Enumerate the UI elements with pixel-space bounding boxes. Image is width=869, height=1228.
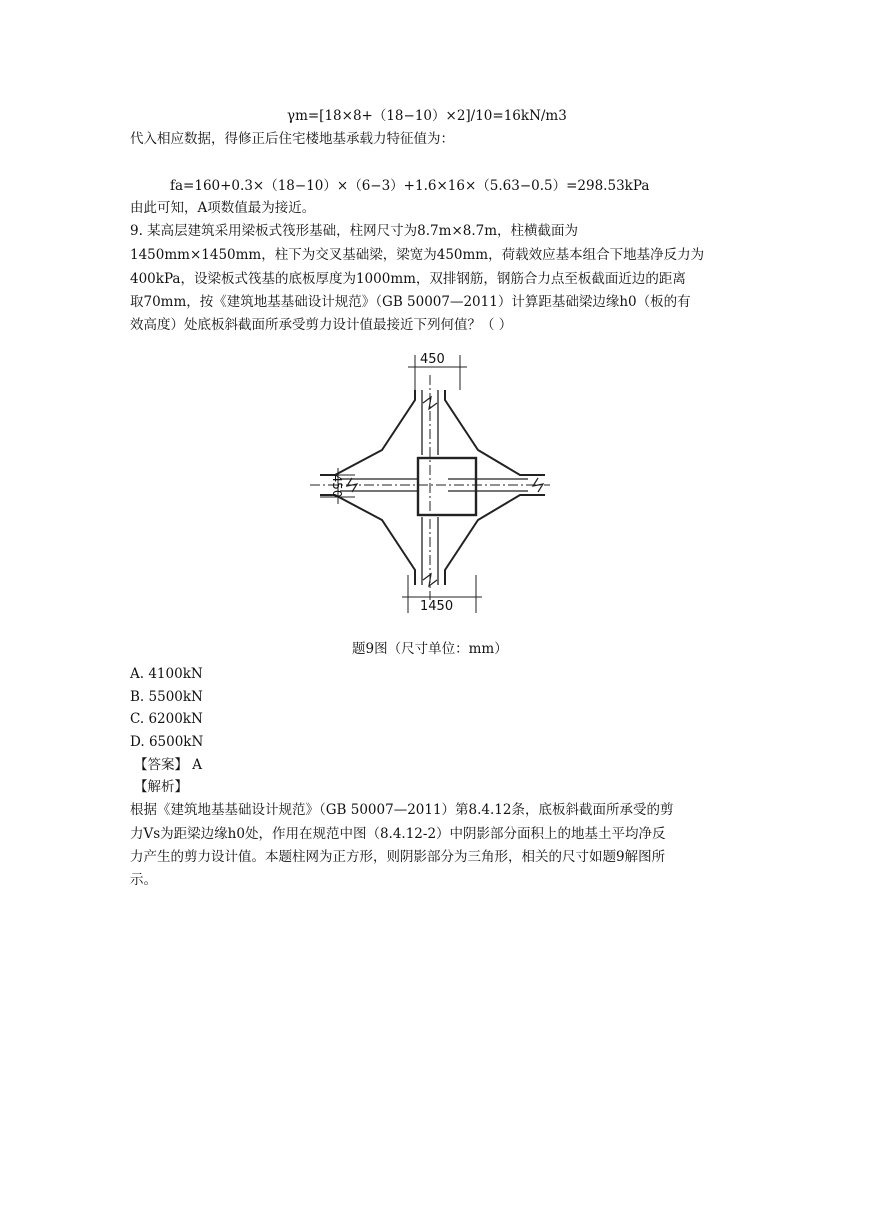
beam-outline-ne (445, 390, 545, 475)
answer-line (134, 756, 202, 774)
question-line-1: 9. 某高层建筑采用梁板式筏形基础，柱网尺寸为8.7m×8.7m，柱横截面为 (130, 223, 579, 239)
option-b (130, 688, 203, 706)
formula-gamma: γm=[18×8+（18−10）×2]/10=16kN/m3 (287, 108, 567, 124)
analysis-line-1: 根据《建筑地基基础设计规范》（GB 50007—2011）第8.4.12条，底板斜截面所承受的剪 (130, 802, 674, 818)
beam-outline-se (445, 495, 545, 585)
dim-left-label: 450 (330, 474, 344, 498)
analysis-label: 【解析】 (134, 779, 188, 795)
question-line-2: 1450mm×1450mm，柱下为交叉基础梁，梁宽为450mm，荷载效应基本组合下地基净反力为 (130, 247, 705, 263)
option-a-text: 4100kN (148, 666, 203, 682)
question-line-5: 效高度）处底板斜截面所承受剪力设计值最接近下列何值？（ ） (130, 317, 513, 333)
beam-outline-sw (320, 495, 415, 585)
option-d (130, 733, 203, 751)
option-d-text: 6500kN (148, 734, 204, 750)
question-line-3: 400kPa，设梁板式筏基的底板厚度为1000mm，双排钢筋，钢筋合力点至板截面近边的距离 (130, 271, 686, 287)
figure-caption: 题9图（尺寸单位：mm） (352, 641, 508, 657)
column-square (418, 458, 476, 515)
analysis-line-4: 示。 (130, 872, 157, 888)
option-b-text: 5500kN (148, 689, 203, 705)
option-a (130, 665, 203, 683)
beam-outline-nw (320, 390, 415, 475)
foundation-cross-beam-figure (300, 345, 560, 625)
analysis-line-3: 力产生的剪力设计值。本题柱网为正方形，则阴影部分为三角形，相关的尺寸如题9解图所 (130, 849, 666, 865)
question-line-4: 取70mm，按《建筑地基基础设计规范》（GB 50007—2011）计算距基础梁边缘h0（板的有 (130, 294, 691, 310)
option-d-label: D. (130, 734, 145, 750)
conclusion-text: 由此可知，A项数值最为接近。 (130, 200, 316, 216)
answer-value: A (192, 757, 203, 773)
option-c (130, 710, 203, 728)
substitute-text: 代入相应数据，得修正后住宅楼地基承载力特征值为： (130, 131, 454, 147)
option-c-label: C. (130, 711, 145, 727)
option-b-label: B. (130, 689, 145, 705)
option-a-label: A. (130, 666, 145, 682)
formula-fa: fa=160+0.3×（18−10）×（6−3）+1.6×16×（5.63−0.5）=298.53kPa (170, 178, 650, 194)
option-c-text: 6200kN (148, 711, 203, 727)
dim-top-label: 450 (420, 352, 445, 367)
answer-label: 【答案】 (134, 757, 188, 773)
analysis-line-2: 力Vs为距梁边缘h0处，作用在规范中图（8.4.12-2）中阴影部分面积上的地基土平均净反 (130, 826, 666, 842)
dim-bottom-label: 1450 (420, 599, 454, 614)
